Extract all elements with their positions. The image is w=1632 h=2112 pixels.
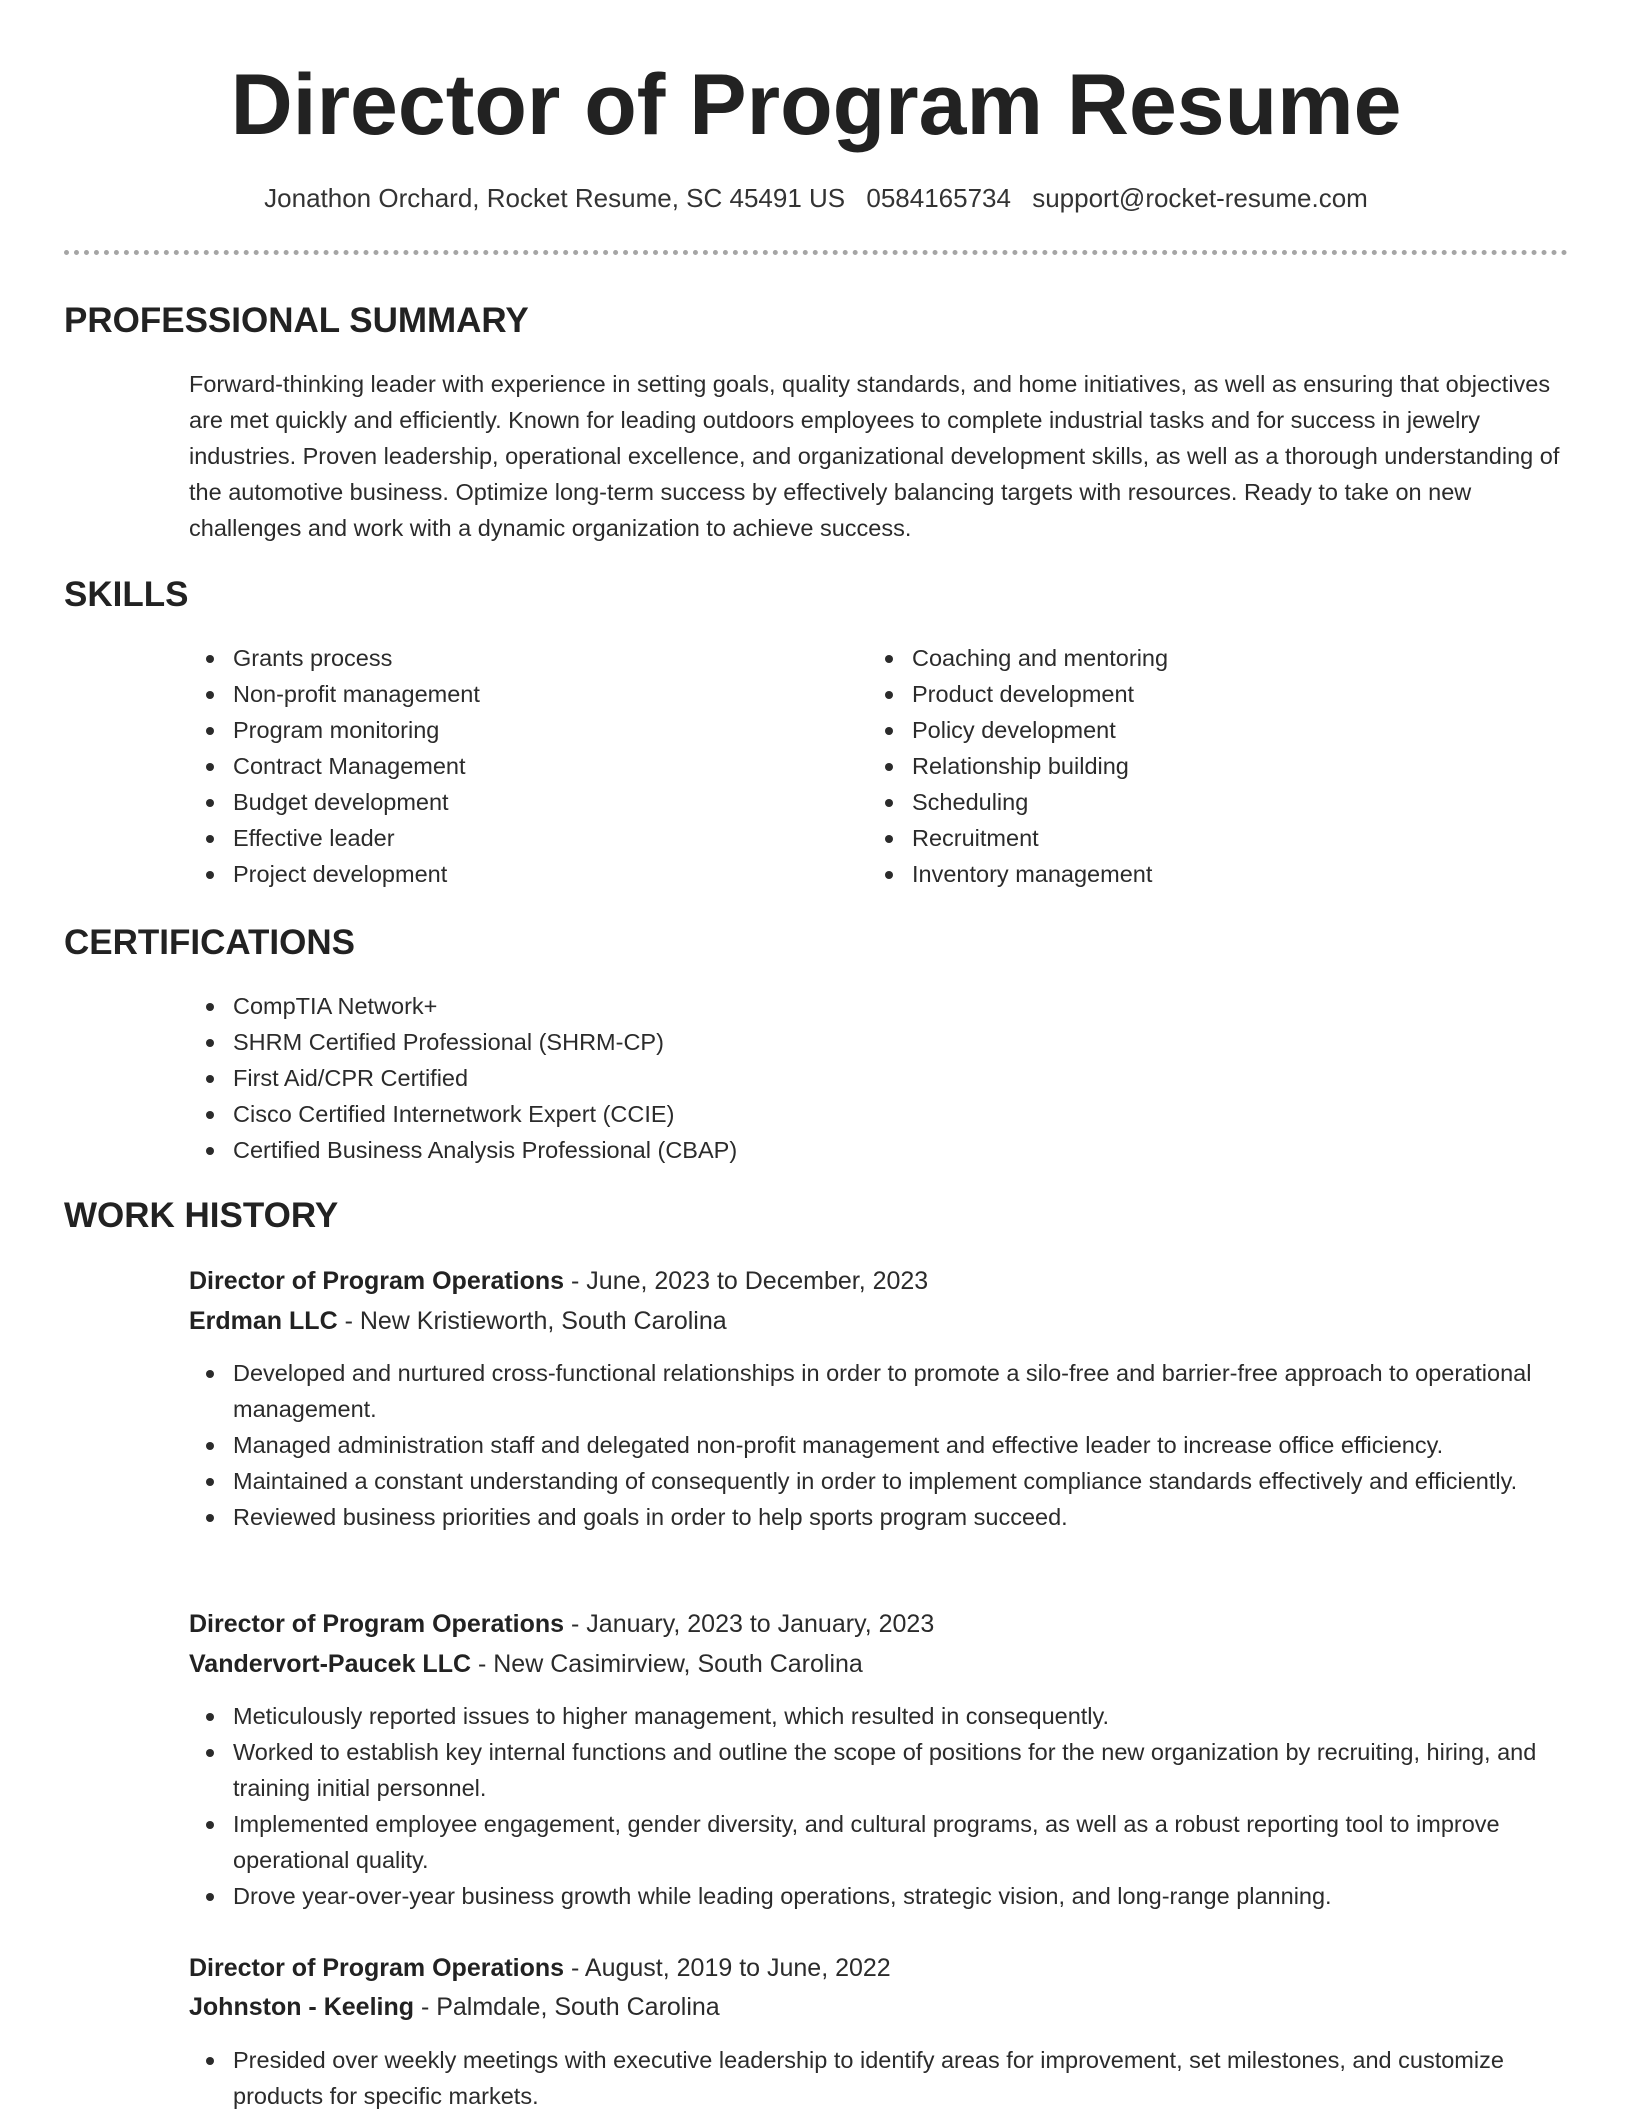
list-item: Policy development xyxy=(868,712,1548,748)
job-title-line xyxy=(189,1605,934,1643)
list-item: Presided over weekly meetings with executive leadership to identify areas for improvement, set milestones, and customize products for specific markets. xyxy=(189,2042,1564,2112)
list-item: Maintained a constant understanding of consequently in order to implement compliance standards effectively and efficiently. xyxy=(189,1463,1564,1499)
list-item: Certified Business Analysis Professional (CBAP) xyxy=(189,1132,1564,1168)
job-bullets xyxy=(189,1355,1564,1535)
list-item: Worked to establish key internal functions and outline the scope of positions for the new organization by recruiting, hiring, and training initial personnel. xyxy=(189,1734,1564,1806)
job-title-line xyxy=(189,1949,891,1987)
job-company: Johnston - Keeling xyxy=(189,1993,414,2021)
job-dates: - August, 2019 to June, 2022 xyxy=(564,1954,891,1982)
list-item: Program monitoring xyxy=(189,712,829,748)
list-item: Inventory management xyxy=(868,856,1548,892)
job-company: Vandervort-Paucek LLC xyxy=(189,1650,472,1678)
list-item: Relationship building xyxy=(868,748,1548,784)
list-item: Implemented employee engagement, gender diversity, and cultural programs, as well as a robust reporting tool to improve operational quality. xyxy=(189,1806,1564,1878)
list-item: Meticulously reported issues to higher management, which resulted in consequently. xyxy=(189,1698,1564,1734)
list-item: SHRM Certified Professional (SHRM-CP) xyxy=(189,1024,1564,1060)
job-location: - New Kristieworth, South Carolina xyxy=(337,1307,727,1335)
list-item: Product development xyxy=(868,676,1548,712)
certifications-heading: CERTIFICATIONS xyxy=(64,923,356,962)
work-history-heading: WORK HISTORY xyxy=(64,1196,339,1235)
job-dates: - June, 2023 to December, 2023 xyxy=(564,1267,929,1295)
contact-phone: 0584165734 xyxy=(866,183,1011,213)
list-item: Reviewed business priorities and goals in order to help sports program succeed. xyxy=(189,1499,1564,1535)
job-title: Director of Program Operations xyxy=(189,1267,565,1295)
job-company-line xyxy=(189,1988,720,2026)
job-location: - Palmdale, South Carolina xyxy=(414,1993,720,2021)
list-item: Grants process xyxy=(189,640,829,676)
list-item: Effective leader xyxy=(189,820,829,856)
job-company: Erdman LLC xyxy=(189,1307,338,1335)
job-bullets xyxy=(189,1698,1564,1914)
list-item: Drove year-over-year business growth while leading operations, strategic vision, and long-range planning. xyxy=(189,1878,1564,1914)
list-item: Recruitment xyxy=(868,820,1548,856)
job-location: - New Casimirview, South Carolina xyxy=(471,1650,863,1678)
summary-heading: PROFESSIONAL SUMMARY xyxy=(64,301,529,340)
job-company-line xyxy=(189,1645,863,1683)
list-item: Cisco Certified Internetwork Expert (CCIE) xyxy=(189,1096,1564,1132)
job-title: Director of Program Operations xyxy=(189,1610,565,1638)
contact-email: support@rocket-resume.com xyxy=(1032,183,1368,213)
resume-title: Director of Program Resume xyxy=(230,57,1402,153)
list-item: First Aid/CPR Certified xyxy=(189,1060,1564,1096)
contact-address: Jonathon Orchard, Rocket Resume, SC 45491 US xyxy=(264,183,846,213)
list-item: Budget development xyxy=(189,784,829,820)
list-item: Developed and nurtured cross-functional relationships in order to promote a silo-free and barrier-free approach to operational management. xyxy=(189,1355,1564,1427)
job-company-line xyxy=(189,1302,727,1340)
header-divider xyxy=(64,250,1568,255)
job-bullets xyxy=(189,2042,1564,2112)
list-item: Scheduling xyxy=(868,784,1548,820)
job-title-line xyxy=(189,1262,928,1300)
certifications-list xyxy=(189,988,1564,1168)
list-item: CompTIA Network+ xyxy=(189,988,1564,1024)
job-title: Director of Program Operations xyxy=(189,1954,565,1982)
contact-line xyxy=(0,180,1632,216)
skills-list-right xyxy=(868,640,1548,892)
list-item: Non-profit management xyxy=(189,676,829,712)
summary-text: Forward-thinking leader with experience in setting goals, quality standards, and home initiatives, as well as ensuring that objectives are met quickly and efficiently. Known for leading outdoors employees to complete industrial tasks and for success in jewelry industries. Proven leadership, operational excellence, and organizational development skills, as well as a thorough understanding of the automotive business. Optimize long-term success by effectively balancing targets with resources. Ready to take on new challenges and work with a dynamic organization to achieve success. xyxy=(189,371,1560,541)
list-item: Coaching and mentoring xyxy=(868,640,1548,676)
list-item: Project development xyxy=(189,856,829,892)
list-item: Managed administration staff and delegated non-profit management and effective leader to increase office efficiency. xyxy=(189,1427,1564,1463)
skills-heading: SKILLS xyxy=(64,575,189,614)
list-item: Contract Management xyxy=(189,748,829,784)
skills-list-left xyxy=(189,640,829,892)
job-dates: - January, 2023 to January, 2023 xyxy=(564,1610,935,1638)
